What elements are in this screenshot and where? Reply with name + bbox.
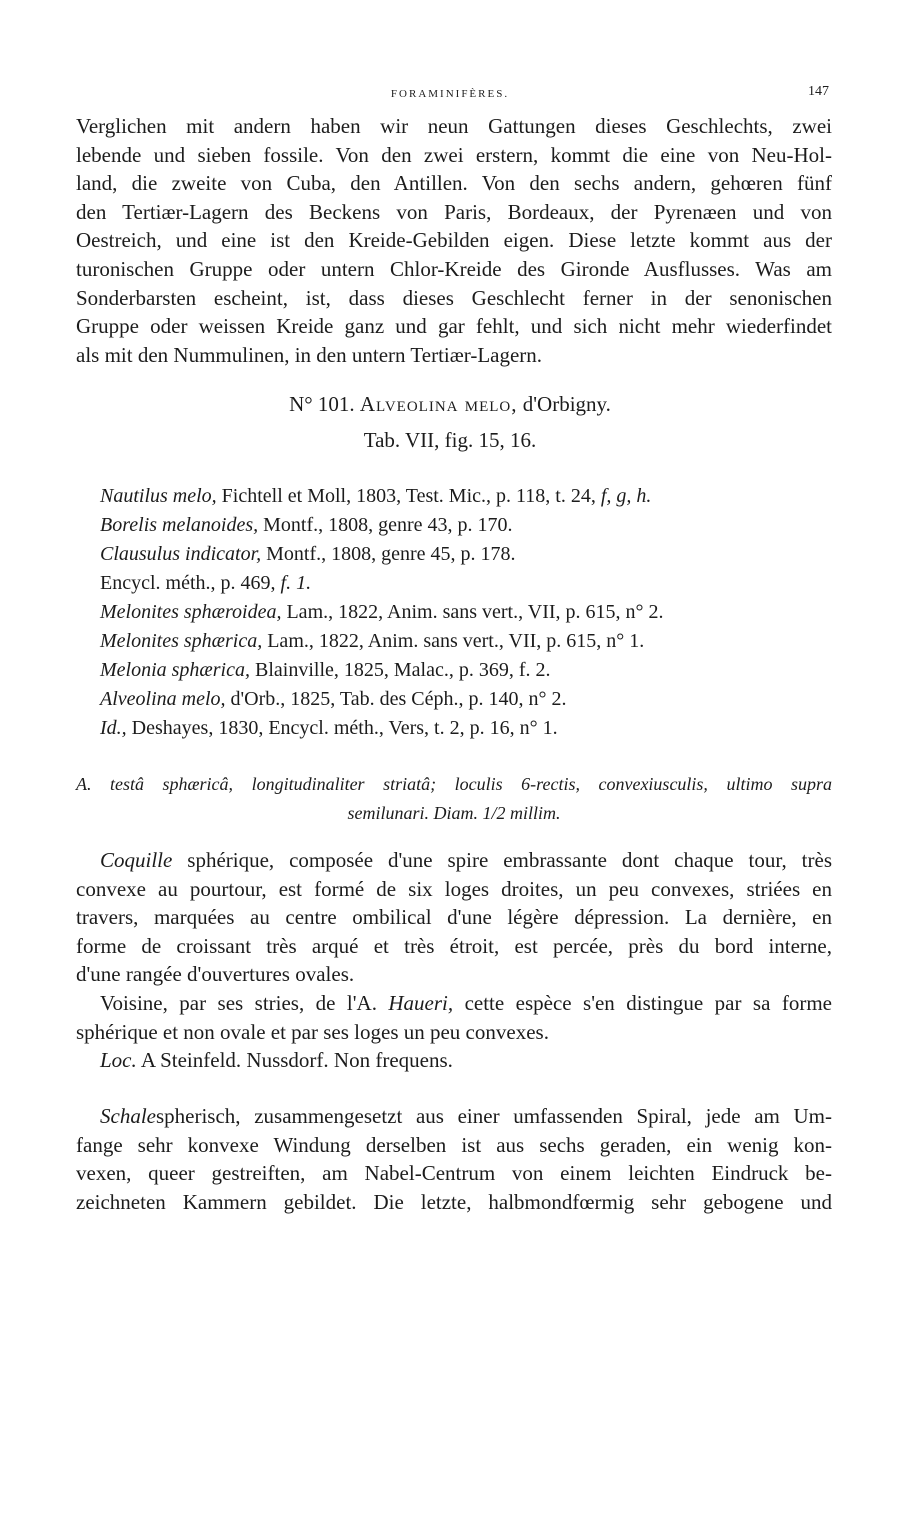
plate-reference: Tab. VII, fig. 15, 16. xyxy=(363,428,537,452)
text-line: Coquille sphérique, composée d'une spire embrassante dont chaque tour, très xyxy=(100,848,833,872)
paragraph-german-intro xyxy=(76,112,832,369)
text-line: Verglichen mit andern haben wir neun Gattungen dieses Geschlechts, zwei xyxy=(76,114,832,138)
running-title: FORAMINIFÈRES. xyxy=(390,88,510,100)
text-line: als mit den Nummulinen, in den untern Tertiær-Lagern. xyxy=(76,342,543,367)
text-line: den Tertiær-Lagern des Beckens von Paris, Bordeaux, der Pyrenæen und von xyxy=(76,199,832,224)
text-line: turonischen Gruppe oder untern Chlor-Kreide des Gironde Ausflusses. Was am xyxy=(76,256,832,281)
species-author: d'Orbigny. xyxy=(522,392,611,416)
text-line: travers, marquées au centre ombilical d'une légère dépression. La dernière, en xyxy=(76,905,832,930)
synonymy-entry: Melonia sphærica, Blainville, 1825, Malac., p. 369, f. 2. xyxy=(100,659,551,681)
species-epithet: Haueri, xyxy=(388,991,454,1015)
synonymy-list xyxy=(100,482,820,743)
lead-word: Coquille xyxy=(100,848,173,872)
locality-label: Loc. xyxy=(100,1048,137,1072)
german-description xyxy=(76,1102,832,1216)
french-description xyxy=(76,846,832,989)
diagnosis-line: semilunari. Diam. 1/2 millim. xyxy=(347,803,561,823)
diagnosis-line: A. testâ sphæricâ, longitudinaliter striatâ; loculis 6-rectis, convexiusculis, ultimo supra xyxy=(76,774,832,794)
species-number: N° 101. xyxy=(289,392,355,416)
text-line: zeichneten Kammern gebildet. Die letzte, halbmondfœrmig sehr gebogene und xyxy=(76,1189,832,1214)
species-name: Alveolina melo, xyxy=(359,392,518,416)
synonymy-entry: Nautilus melo, Fichtell et Moll, 1803, Test. Mic., p. 118, t. 24, f, g, h. xyxy=(100,485,652,507)
text-line: Schalespherisch, zusammengesetzt aus einer umfassenden Spiral, jede am Um- xyxy=(100,1104,832,1128)
locality xyxy=(76,1046,832,1075)
latin-diagnosis xyxy=(76,770,832,828)
text-line: forme de croissant très arqué et très étroit, est percée, près du bord interne, xyxy=(76,933,832,958)
synonymy-entry: Melonites sphærica, Lam., 1822, Anim. sans vert., VII, p. 615, n° 1. xyxy=(100,630,645,652)
lead-word: Schale xyxy=(100,1104,156,1128)
french-comparison xyxy=(76,989,832,1046)
text-line: vexen, queer gestreiften, am Nabel-Centrum von einem leichten Eindruck be- xyxy=(76,1161,832,1186)
synonymy-entry: Id., Deshayes, 1830, Encycl. méth., Vers, t. 2, p. 16, n° 1. xyxy=(100,717,558,739)
text-line: convexe au pourtour, est formé de six loges droites, un peu convexes, striées en xyxy=(76,876,832,901)
synonymy-entry: Encycl. méth., p. 469, f. 1. xyxy=(100,572,312,594)
text-line: d'une rangée d'ouvertures ovales. xyxy=(76,962,355,987)
text-line: land, die zweite von Cuba, den Antillen. Von den sechs andern, gehœren fünf xyxy=(76,171,832,196)
text-line: Voisine, par ses stries, de l'A. Haueri, cette espèce s'en distingue par sa forme xyxy=(100,991,832,1015)
synonymy-entry: Borelis melanoides, Montf., 1808, genre 43, p. 170. xyxy=(100,514,513,536)
text-line: Gruppe oder weissen Kreide ganz und gar fehlt, und sich nicht mehr wiederfindet xyxy=(76,314,832,339)
text-line: Oestreich, und eine ist den Kreide-Gebilden eigen. Diese letzte kommt aus der xyxy=(76,228,832,253)
page-number: 147 xyxy=(808,84,829,99)
text-line: sphérique et non ovale et par ses loges un peu convexes. xyxy=(76,1019,549,1044)
synonymy-entry: Alveolina melo, d'Orb., 1825, Tab. des Céph., p. 140, n° 2. xyxy=(100,688,567,710)
text-line: fange sehr konvexe Windung derselben ist aus sechs geraden, ein wenig kon- xyxy=(76,1132,832,1157)
text-line: lebende und sieben fossile. Von den zwei erstern, kommt die eine von Neu-Hol- xyxy=(76,142,832,167)
synonymy-entry: Melonites sphæroidea, Lam., 1822, Anim. sans vert., VII, p. 615, n° 2. xyxy=(100,601,664,623)
synonymy-entry: Clausulus indicator, Montf., 1808, genre 45, p. 178. xyxy=(100,543,516,565)
species-heading xyxy=(0,392,900,417)
text-line: Loc. A Steinfeld. Nussdorf. Non frequens. xyxy=(100,1048,453,1072)
text-line: Sonderbarsten escheint, ist, dass dieses Geschlecht ferner in der senonischen xyxy=(76,285,832,310)
